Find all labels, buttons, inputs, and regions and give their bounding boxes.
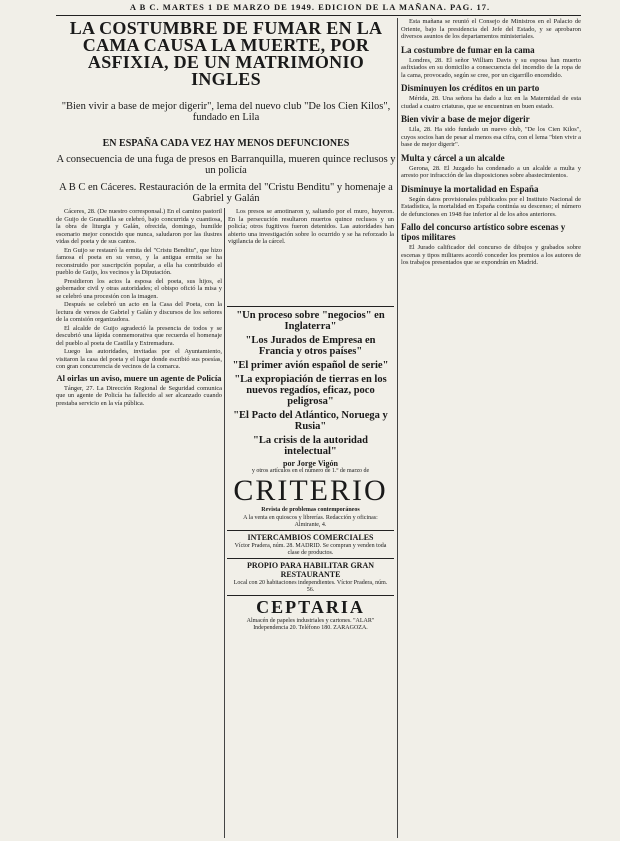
right-paragraph: Lila, 28. Ha sido fundado un nuevo club, "De los Cien Kilos", cuyos socios han de pesar al menos esa cifra, con el lema "bien vivir a base de mejor digerir".	[401, 126, 581, 148]
ad3-text: Almacén de papeles industriales y cartones. "ALAR" Independencia 20. Teléfono 180. ZARAGOZA.	[246, 618, 375, 631]
ad1-text: Víctor Pradera, núm. 28. MADRID. Se compran y venden toda clase de productos.	[234, 543, 387, 556]
caceres-paragraph: Después se celebró un acto en la Casa del Poeta, con la lectura de versos de Gabriel y Galán y discursos de los señores de la comisión organizadora.	[56, 301, 222, 323]
right-headline-5: Disminuye la mortalidad en España	[401, 183, 539, 194]
right-paragraph: Londres, 28. El señor William Davis y su esposa han muerto asfixiados en su domicilio a consecuencia del incendio de la ropa de la cama, provocado, según se cree, por un cigarrillo encendido.	[401, 56, 581, 79]
caceres-paragraph: Luego las autoridades, invitadas por el Ayuntamiento, visitaron la casa del poeta y el lugar donde escribió sus poesías, con gran concurrencia de vecinos de la comarca.	[56, 348, 222, 370]
promo-headline-5: "El Pacto del Atlántico, Noruega y Rusia"	[233, 410, 388, 432]
right-paragraph: Según datos provisionales publicados por el Instituto Nacional de Estadística, la mortalidad en España continúa su descenso; el número de defunciones en 1948 fue inferior al de los años anteriores.	[401, 195, 581, 218]
criterio-subtitle: Revista de problemas contemporáneos	[261, 507, 360, 513]
ad-divider	[227, 530, 394, 531]
criterio-title: CRITERIO	[233, 474, 388, 507]
right-headline-1: La costumbre de fumar en la cama	[401, 44, 535, 55]
right-headline-6: Fallo del concurso artístico sobre escenas y tipos militares	[401, 222, 566, 242]
right-paragraph: El Jurado calificador del concurso de dibujos y grabados sobre escenas y tipos militares acordó conceder los premios a los autores de los trabajos presentados que se expondrán en Madrid.	[401, 244, 581, 266]
ad3-title: CEPTARIA	[256, 597, 365, 617]
page-header: A B C. MARTES 1 DE MARZO DE 1949. EDICION DE LA MAÑANA. PAG. 17.	[129, 2, 491, 12]
header-rule	[56, 15, 581, 16]
mid-paragraph: Los presos se amotinaron y, saltando por el muro, huyeron. En la persecución resultaron muertos quince reclusos y un policía; otros fugitivos fueron detenidos. Las autoridades han abierto una investigación sobre lo ocurrido y se ha reforzado la vigilancia de la cárcel.	[228, 208, 394, 245]
caceres-paragraph: Presidieron los actos la esposa del poeta, sus hijos, el gobernador civil y otras autoridades; el obispo ofició la misa y se celebró una procesión con la imagen.	[56, 277, 222, 300]
right-headline-3: Bien vivir a base de mejor digerir	[401, 114, 530, 124]
ad-divider	[227, 595, 394, 596]
right-paragraph: Gerona, 28. El Juzgado ha condenado a un alcalde a multa y arresto por infracción de las disposiciones sobre abastecimientos.	[401, 164, 581, 179]
column-rule	[397, 18, 398, 838]
right-headline-2: Disminuyen los créditos en un parto	[401, 83, 540, 93]
sidebar-headline: Al oirlas un aviso, muere un agente de Policía	[56, 372, 222, 383]
caceres-paragraph: El alcalde de Guijo agradeció la presencia de todos y se descubrió una lápida conmemorativa que recuerda el homenaje del pueblo al poeta de Castilla y Extremadura.	[56, 324, 222, 347]
criterio-intro: y otros artículos en el número de 1.º de marzo de	[251, 468, 370, 474]
right-column	[401, 18, 581, 838]
main-headline: LA COSTUMBRE DE FUMAR EN LA CAMA CAUSA LA MUERTE, POR ASFIXIA, DE UN MATRIMONIO INGLES	[69, 18, 383, 89]
promo-headline-2: "Los Jurados de Empresa en Francia y otros países"	[245, 335, 376, 357]
promo-author: por Jorge Vigón	[283, 459, 338, 468]
promo-headline-1: "Un proceso sobre "negocios" en Inglaterra"	[236, 310, 385, 332]
section-title: EN ESPAÑA CADA VEZ HAY MENOS DEFUNCIONES	[102, 138, 350, 149]
caceres-column	[56, 208, 222, 838]
column-rule	[224, 208, 225, 838]
ad2-title: PROPIO PARA HABILITAR GRAN RESTAURANTE	[246, 561, 375, 579]
caceres-headline: A B C en Cáceres. Restauración de la ermita del "Cristu Benditu" y homenaje a Gabriel y Galán	[59, 182, 393, 204]
right-paragraph: Mérida, 28. Una señora ha dado a luz en la Maternidad de esta ciudad a cuatro criaturas, que se encuentran en buen estado.	[401, 95, 581, 110]
main-subhead: "Bien vivir a base de mejor digerir", lema del nuevo club "De los Cien Kilos", fundado en Lila	[61, 101, 391, 123]
ad1-title: INTERCAMBIOS COMERCIALES	[247, 533, 374, 542]
caceres-paragraph: Cáceres, 28. (De nuestro corresponsal.) En el camino pastoril de Guijo de Granadilla se celebró, bajo concurrida y cuantiosa, la obra de liturgia y Galán, ofrecida, domingo, humilde escenario mejor conocido que nunca, saludaron por las ilustres vidas del poeta y de sus cantos.	[56, 208, 222, 245]
criterio-note: A la venta en quioscos y librerías. Redacción y oficinas: Almirante, 4.	[243, 515, 378, 528]
mid-column	[228, 208, 394, 302]
promo-headline-3: "El primer avión español de serie"	[232, 360, 389, 371]
promo-box	[227, 306, 394, 633]
sidebar-paragraph: Tánger, 27. La Dirección Regional de Seguridad comunica que un agente de Policía ha fallecido al ser alcanzado cuando prestaba servicio en la vía pública.	[56, 384, 222, 407]
promo-headline-4: "La expropiación de tierras en los nuevos regadíos, eficaz, poco peligrosa"	[234, 374, 387, 407]
ad2-text: Local con 20 habitaciones independientes. Víctor Pradera, núm. 56.	[233, 580, 388, 593]
caceres-paragraph: En Guijo se restauró la ermita del "Cristu Benditu", que hizo famosa el poeta en su verso, y la antigua ermita se ha reconstruido por suscripción popular, a ella ha contribuido el pueblo de Guijo, los vecinos y la Diputación.	[56, 246, 222, 276]
main-subhead2: A consecuencia de una fuga de presos en Barranquilla, mueren quince reclusos y un policía	[56, 154, 396, 176]
ad-divider	[227, 558, 394, 559]
right-headline-4: Multa y cárcel a un alcalde	[401, 152, 505, 163]
promo-headline-6: "La crisis de la autoridad intelectual"	[253, 435, 368, 457]
right-intro: Esta mañana se reunió el Consejo de Ministros en el Palacio de Oriente, bajo la presidencia del Jefe del Estado, y se aprobaron diversos asuntos de los departamentos ministeriales.	[401, 18, 581, 40]
